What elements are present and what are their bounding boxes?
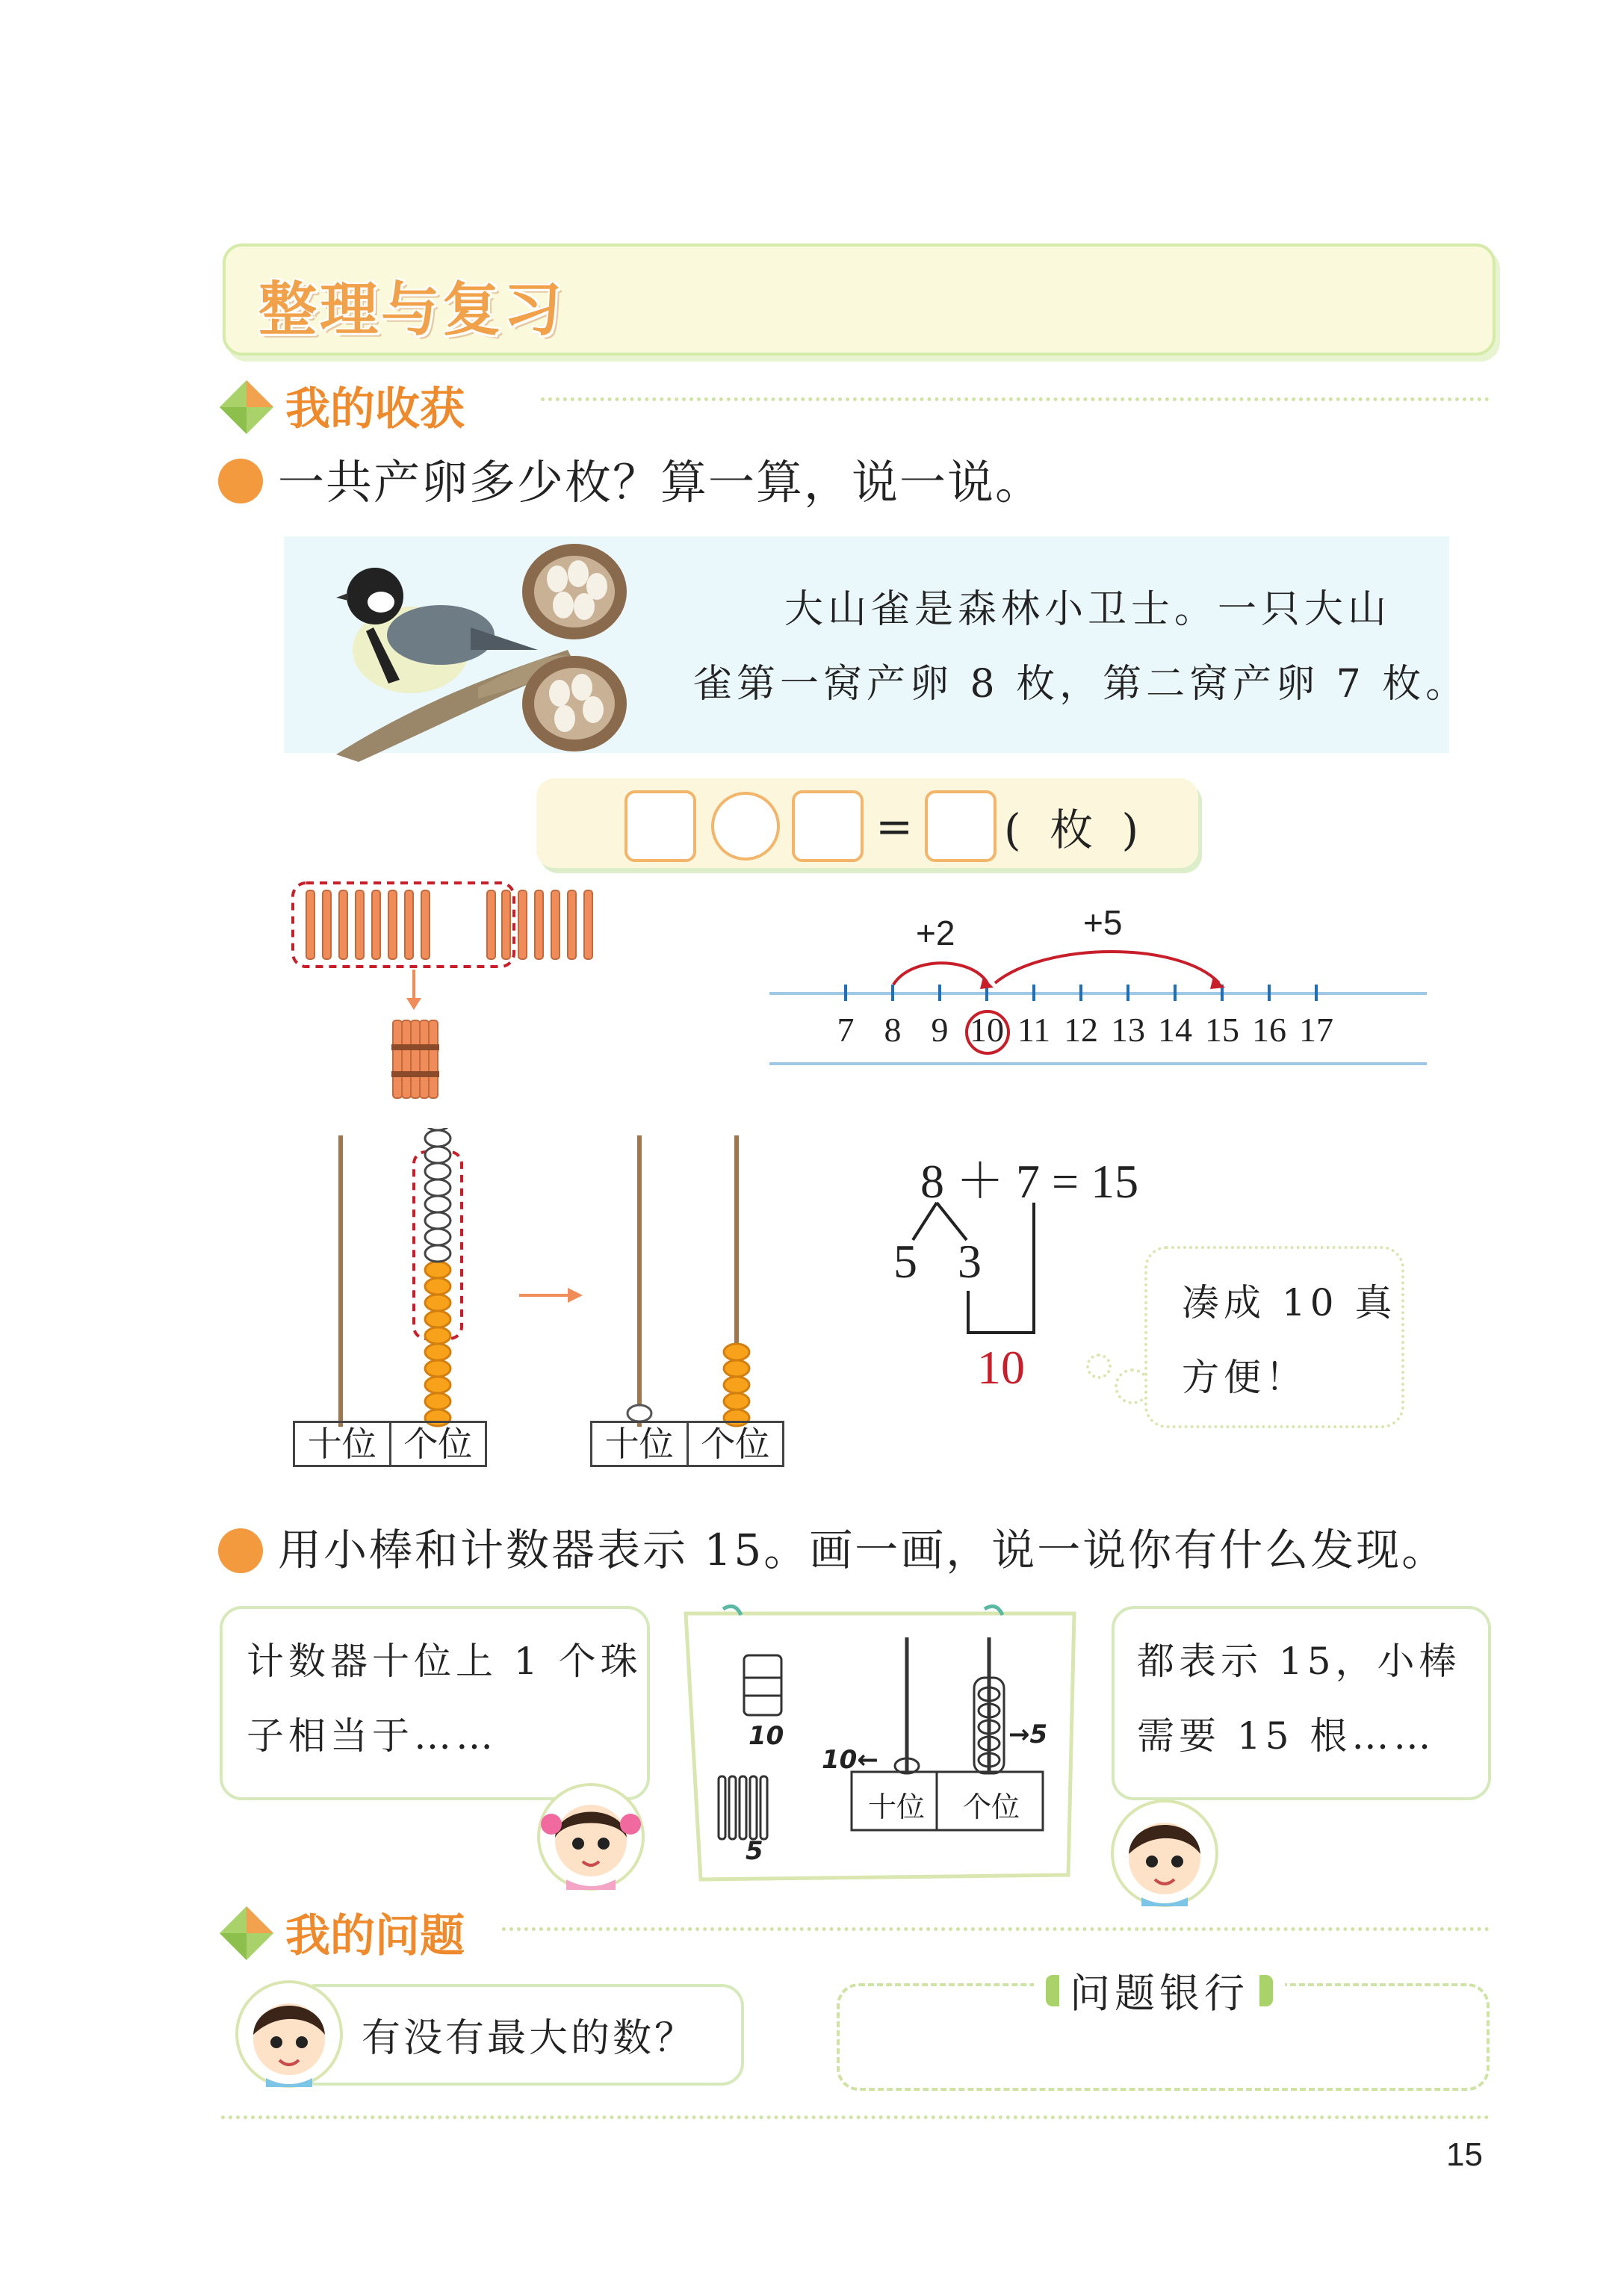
- section-divider: [502, 1927, 1490, 1931]
- abacus-bead: [425, 1212, 450, 1229]
- number-line-labels: [762, 1010, 1434, 1055]
- sketch-tens-marker: 10←: [822, 1745, 878, 1775]
- section-divider: [541, 397, 1490, 401]
- section-title-harvest: 我的收获: [285, 383, 465, 435]
- question-bank-title: [1034, 1962, 1285, 2019]
- jump-label-1: +2: [916, 914, 955, 952]
- boy-avatar: [1109, 1797, 1221, 1909]
- answer-box[interactable]: [925, 790, 997, 862]
- bracket-right-icon: [1259, 1975, 1273, 2006]
- operator-circle[interactable]: [711, 792, 780, 861]
- abacus-bead: [724, 1393, 749, 1410]
- sketch-ones-label: 个位: [962, 1791, 1020, 1823]
- story-line-2: 雀第一窝产卵 8 枚，第二窝产卵 7 枚。: [693, 662, 1469, 707]
- number-line-label: 9: [931, 1011, 949, 1049]
- abacus-bead: [425, 1327, 450, 1344]
- bullet-icon: [218, 1528, 263, 1573]
- abacus-bead: [425, 1393, 450, 1410]
- boy-speech-line-2: 需要 15 根……: [1137, 1714, 1436, 1758]
- abacus-bead: [425, 1128, 450, 1130]
- girl-speech-line-2: 子相当于……: [247, 1714, 498, 1758]
- abacus-bead: [425, 1163, 450, 1179]
- bracket-left-icon: [1046, 1975, 1059, 2006]
- boy-avatar: [233, 1978, 345, 2090]
- number-line-label: 14: [1158, 1011, 1192, 1049]
- abacus-bead: [425, 1229, 450, 1245]
- answer-box[interactable]: [625, 790, 696, 862]
- abacus-bead: [724, 1344, 749, 1360]
- abacus-bead: [425, 1377, 450, 1393]
- story-line-1: 大山雀是森林小卫士。一只大山: [784, 587, 1392, 632]
- thought-line-2: 方便！: [1182, 1356, 1307, 1399]
- number-line-label: 7: [837, 1011, 855, 1049]
- question-bubble-text: 有没有最大的数？: [362, 2016, 697, 2061]
- thought-line-1: 凑成 10 真: [1182, 1281, 1397, 1324]
- chapter-title: 整理与复习: [258, 276, 565, 344]
- abacus-bead: [425, 1196, 450, 1212]
- abacus-bead: [425, 1311, 450, 1327]
- abacus-bead: [425, 1278, 450, 1295]
- girl-speech-line-1: 计数器十位上 1 个珠: [247, 1640, 642, 1683]
- equals-sign: =: [875, 801, 914, 853]
- sketch-tens-label: 十位: [867, 1791, 925, 1823]
- page-number: 15: [1446, 2136, 1483, 2173]
- number-line-label: 16: [1252, 1011, 1286, 1049]
- diamond-icon: [217, 1903, 276, 1963]
- abacus-bead: [425, 1147, 450, 1163]
- abacus-bead: [425, 1344, 450, 1360]
- question-bank-label: 问题银行: [1070, 1970, 1249, 2017]
- unit-label: ( 枚 ): [1004, 805, 1147, 855]
- split-number-5: 5: [893, 1235, 917, 1288]
- thought-dot: [1086, 1354, 1112, 1379]
- jump-label-2: +5: [1083, 903, 1123, 942]
- number-line-label: 8: [884, 1011, 902, 1049]
- number-line-label: 10: [970, 1011, 1004, 1049]
- question-2: 用小棒和计数器表示 15。画一画，说一说你有什么发现。: [278, 1525, 1448, 1575]
- sticks-illustration: [284, 874, 627, 1106]
- sketch-sticks-label: 5: [746, 1836, 763, 1866]
- question-1: 一共产卵多少枚？算一算，说一说。: [278, 455, 1044, 509]
- tens-place-label: 十位: [592, 1423, 689, 1465]
- sketch-ones-marker: →5: [1008, 1720, 1048, 1749]
- abacus-bead: [425, 1295, 450, 1311]
- nest-eggs-1: [518, 538, 630, 642]
- boy-speech-line-1: 都表示 15，小棒: [1137, 1640, 1461, 1683]
- split-number-3: 3: [958, 1235, 982, 1288]
- number-line-label: 12: [1064, 1011, 1098, 1049]
- abacus-bead: [425, 1360, 450, 1377]
- place-value-table: [293, 1421, 487, 1467]
- abacus-bead: [425, 1262, 450, 1278]
- bullet-icon: [218, 459, 263, 503]
- number-line-label: 13: [1111, 1011, 1145, 1049]
- abacus-bead: [724, 1377, 749, 1393]
- abacus-bead: [425, 1130, 450, 1147]
- bottom-divider: [221, 2115, 1490, 2119]
- abacus-bead: [425, 1179, 450, 1196]
- section-title-questions: 我的问题: [285, 1910, 465, 1962]
- girl-avatar: [535, 1781, 647, 1893]
- place-value-table: [590, 1421, 784, 1467]
- abacus-bead: [425, 1245, 450, 1262]
- equation-8-plus-7: 8 ＋ 7 = 15: [920, 1155, 1139, 1208]
- tens-place-label: 十位: [295, 1423, 391, 1465]
- ones-place-label: 个位: [403, 1424, 473, 1464]
- number-line-label: 17: [1299, 1011, 1333, 1049]
- abacus-bead: [724, 1360, 749, 1377]
- ones-place-label: 个位: [701, 1424, 770, 1464]
- diamond-icon: [217, 377, 276, 437]
- sketch-bundle-label: 10: [749, 1721, 784, 1751]
- nest-eggs-2: [518, 650, 630, 754]
- made-ten: 10: [977, 1341, 1025, 1394]
- number-line-label: 11: [1017, 1011, 1051, 1049]
- number-line-label: 15: [1205, 1011, 1239, 1049]
- answer-box[interactable]: [792, 790, 864, 862]
